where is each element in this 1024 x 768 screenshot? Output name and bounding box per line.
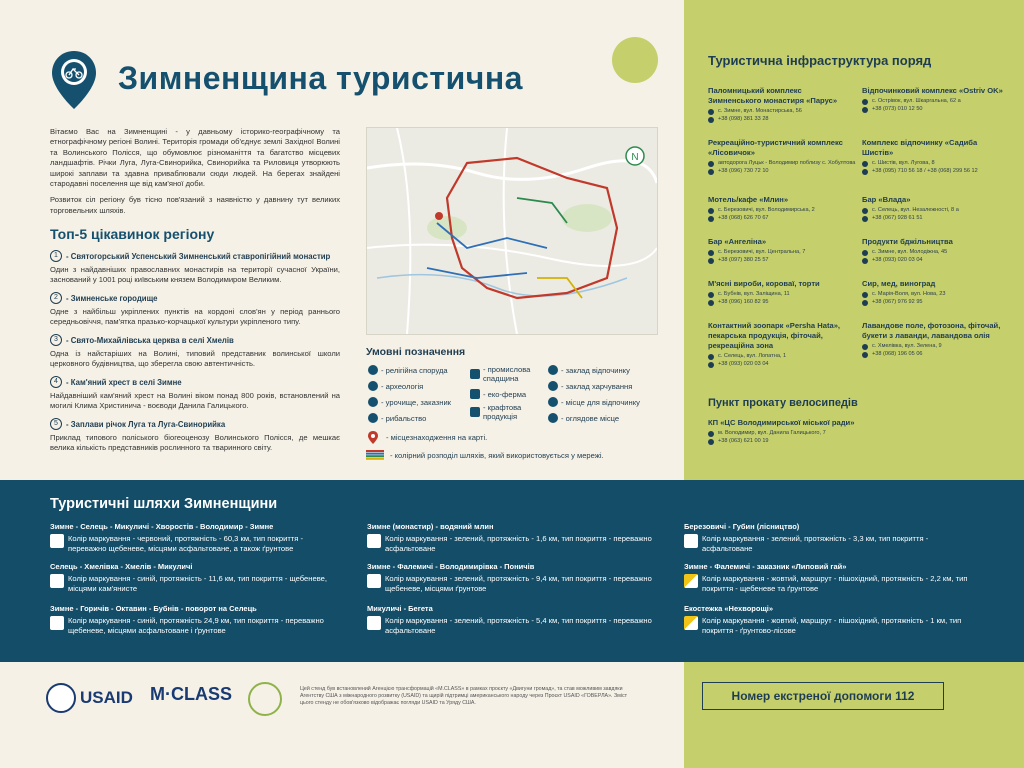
item-address: с. Зимне, вул. Молодіжна, 45 (872, 249, 948, 255)
phone-icon (708, 117, 714, 123)
map-pin-icon (708, 292, 714, 298)
route-item (367, 522, 657, 554)
item-phone: +38 (068) 626 70 67 (718, 214, 769, 221)
infrastructure-item (708, 321, 856, 368)
route-name: Селець - Хмелівка - Хмелів - Микуличі (50, 562, 193, 571)
infrastructure-item (862, 321, 1010, 358)
item-address: с. Хмелівка, вул. Зелена, 9 (872, 343, 942, 349)
rental-address: м. Володимир, вул. Данила Галицького, 7 (718, 430, 826, 436)
location-marker-icon (368, 431, 378, 444)
bicycle-icon (367, 616, 381, 630)
bench-icon (548, 397, 558, 407)
infrastructure-item (862, 279, 1010, 306)
item-name: Мотель/кафе «Млин» (708, 195, 789, 204)
footer-right (684, 662, 1024, 768)
goverla-logo (248, 682, 282, 716)
infrastructure-item (708, 86, 856, 123)
item-address: с. Бубнів, вул. Заліщина, 11 (718, 291, 790, 297)
item-address: с. Березовичі, вул. Центральна, 7 (718, 249, 806, 255)
route-name: Екостежка «Нехворощі» (684, 604, 774, 613)
church-icon (368, 365, 378, 375)
legend-item (368, 413, 426, 423)
item-number: 1 (50, 250, 62, 262)
item-name: - Кам'яний хрест в селі Зимне (66, 377, 182, 387)
viewpoint-icon (548, 413, 558, 423)
intro-paragraph: Вітаємо Вас на Зимненщині - у давньому історико-географічному та етнографічному регіоні Волині. Територія громади об'єднує землі Західної Волині та Волинського Полісся, що обумовлює різноманіття та багатство місцевих ландшафтів. Річки Луга, Луга-Свинорийка, Свинорийка та Риловиця утворюють широкі заплави та здавна приваблювали сюди людей. На берегах знайдені стародавні поселення ще від кам'яної доби. (50, 127, 340, 189)
disclaimer: Цей стенд був встановлений Агенцією трансформацій «M.CLASS» в рамках проєкту «Двигуни громад», та став можливим завдяки Агентству США з міжнародного розвитку (USAID) та щирій підтримці американського народу через Проєкт USAID «ГОВЕРЛА». Зміст цього стенду не обов'язково відображає погляди USAID та Уряду США. (300, 686, 628, 706)
phone-icon (862, 300, 868, 306)
svg-text:N: N (631, 152, 639, 163)
route-item (684, 522, 974, 554)
legend-item (548, 413, 619, 423)
route-name: Березовичі - Губин (лісництво) (684, 522, 800, 531)
legend-label: - урочище, заказник (381, 397, 452, 407)
bicycle-icon (50, 574, 64, 588)
legend-item (368, 397, 451, 407)
food-icon (548, 381, 558, 391)
item-number: 5 (50, 418, 62, 430)
item-phone: +38 (096) 730 72 10 (718, 167, 769, 174)
infrastructure-item (708, 237, 856, 264)
phone-icon (862, 169, 868, 175)
phone-icon (708, 362, 714, 368)
hiking-marker-icon (684, 574, 698, 588)
item-phone: +38 (073) 010 12 50 (872, 105, 923, 112)
rest-icon (548, 365, 558, 375)
map-pin-icon (708, 250, 714, 256)
usaid-seal-icon (46, 683, 76, 713)
item-number: 2 (50, 292, 62, 304)
phone-icon (862, 352, 868, 358)
route-item (50, 562, 340, 594)
item-description: Один з найдавніших православних монастирів на території сучасної України, заснований у 1001 році київським князем Володимиром Великим. (50, 265, 340, 284)
bicycle-icon (367, 574, 381, 588)
usaid-logo (46, 683, 133, 713)
map-pin-icon (708, 431, 714, 437)
top5-item (50, 250, 340, 285)
route-map[interactable] (366, 127, 658, 335)
item-phone: +38 (067) 928 61 51 (872, 214, 923, 221)
map-pin-icon (862, 208, 868, 214)
intro-text (50, 127, 340, 222)
route-desc: Колір маркування - зелений, протяжність - 9,4 км, тип покриття - переважно щебеневе, місцями ґрунтове (385, 574, 652, 594)
top5-title: Топ-5 цікавинок регіону (50, 226, 215, 242)
item-phone: +38 (095) 710 56 18 / +38 (068) 299 56 12 (872, 167, 978, 174)
item-name: - Зимненське городище (66, 293, 158, 303)
item-name: Лавандове поле, фотозона, фіточай, букети з лаванди, лавандова олія (862, 321, 1001, 340)
bicycle-icon (50, 616, 64, 630)
infrastructure-item (708, 195, 856, 222)
legend-label: - рибальство (381, 413, 427, 423)
item-name: Відпочинковий комплекс «Ostriv OK» (862, 86, 1003, 95)
item-address: с. Шистів, вул. Луговa, 8 (872, 160, 935, 166)
legend-colors (366, 450, 604, 460)
route-item (684, 604, 974, 636)
legend-item (548, 397, 640, 407)
route-item (367, 562, 657, 594)
legend-label: - місце для відпочинку (561, 397, 640, 407)
legend-label: - крафтова продукція (483, 403, 522, 421)
item-address: с. Березовичі, вул. Володимирська, 2 (718, 207, 815, 213)
item-address: автодорога Луцьк - Володимир поблизу с. Хобултова (718, 160, 856, 166)
phone-icon (862, 258, 868, 264)
map-pin-icon (862, 250, 868, 256)
legend-item (470, 365, 550, 383)
route-item (50, 522, 340, 554)
phone-icon (708, 216, 714, 222)
legend-location (368, 431, 487, 444)
factory-icon (470, 369, 480, 379)
rental-name: КП «ЦС Володимирської міської ради» (708, 418, 855, 427)
item-address: с. Селець, вул. Лопатна, 1 (718, 353, 787, 359)
item-number: 4 (50, 376, 62, 388)
legend-label: - заклад харчування (561, 381, 633, 391)
hiking-marker-icon (684, 616, 698, 630)
emergency-number: Номер екстреної допомоги 112 (702, 682, 944, 710)
map-pin-icon (862, 161, 868, 167)
phone-icon (708, 300, 714, 306)
route-item (684, 562, 974, 594)
route-item (367, 604, 657, 636)
item-phone: +38 (093) 020 03 04 (718, 360, 769, 367)
bicycle-icon (50, 534, 64, 548)
top5-item (50, 418, 340, 453)
routes-section (0, 480, 1024, 662)
route-desc: Колір маркування - червоний, протяжність - 60,3 км, тип покриття - переважно щебеневе, місцями асфальтоване, а також ґрунтове (68, 534, 304, 554)
archaeology-icon (368, 381, 378, 391)
phone-icon (708, 169, 714, 175)
item-name: М'ясні вироби, короваї, торти (708, 279, 820, 288)
item-address: с. Марія-Воля, вул. Нова, 23 (872, 291, 946, 297)
item-address: с. Селець, вул. Незалежності, 8 а (872, 207, 959, 213)
map-pin-icon (708, 161, 714, 167)
item-description: Приклад типового поліського біогеоценозу Волинського Полісся, де мешкає велика кількість представників рослинного та тваринного світу. (50, 433, 340, 452)
phone-icon (708, 439, 714, 445)
legend-label: - релігійна споруда (381, 365, 448, 375)
route-desc: Колір маркування - зелений, протяжність - 3,3 км, тип покриття - асфальтоване (702, 534, 929, 554)
item-number: 3 (50, 334, 62, 346)
mclass-logo: M·CLASS (150, 684, 232, 704)
item-address: с. Зимне, вул. Монастирська, 56 (718, 108, 802, 114)
item-address: с. Острівок, вул. Шкаргальна, 62 а (872, 98, 961, 104)
route-desc: Колір маркування - синій, протяжність 24,9 км, тип покриття - переважно щебеневе, місцями асфальтоване і ґрунтове (68, 616, 324, 636)
item-name: Рекреаційно-туристичний комплекс «Лісовичок» (708, 138, 843, 157)
decorative-circle (612, 37, 658, 83)
item-phone: +38 (067) 976 92 95 (872, 298, 923, 305)
top5-item (50, 334, 340, 369)
item-phone: +38 (093) 020 03 04 (872, 256, 923, 263)
item-phone: +38 (097) 380 25 57 (718, 256, 769, 263)
phone-icon (708, 258, 714, 264)
route-name: Зимне - Фалемичі - заказник «Липовий гай» (684, 562, 847, 571)
infrastructure-item (862, 195, 1010, 222)
route-name: Микуличі - Бегета (367, 604, 433, 613)
item-name: Комплекс відпочинку «Садиба Шистів» (862, 138, 978, 157)
infrastructure-item (862, 86, 1010, 113)
infrastructure-item (862, 138, 1010, 175)
legend-item (470, 389, 526, 399)
craft-icon (470, 407, 480, 417)
item-name: Бар «Влада» (862, 195, 911, 204)
fish-icon (368, 413, 378, 423)
legend-item (470, 403, 540, 421)
route-desc: Колір маркування - зелений, протяжність - 5,4 км, тип покриття - переважно асфальтоване (385, 616, 652, 636)
routes-title: Туристичні шляхи Зимненщини (50, 496, 278, 512)
phone-icon (862, 216, 868, 222)
item-name: Контактний зоопарк «Persha Hata», пекарська продукція, фіточай, рекреаційна зона (708, 321, 841, 350)
route-desc: Колір маркування - жовтий, маршрут - пішохідний, протяжність - 2,2 км, тип покриття - щебеневе та ґрунтове (702, 574, 968, 594)
intro-paragraph: Розвиток сіл регіону був тісно пов'язаний з наявністю у давнину тут великих торговельних шляхів. (50, 195, 340, 215)
item-name: Сир, мед, виноград (862, 279, 936, 288)
legend-label: - оглядове місце (561, 413, 620, 423)
route-name: Зимне - Селець - Микуличі - Хворостів - Володимир - Зимне (50, 522, 274, 531)
route-item (50, 604, 340, 636)
legend-item (368, 365, 448, 375)
farm-icon (470, 389, 480, 399)
item-phone: +38 (096) 160 82 95 (718, 298, 769, 305)
location-pin-icon (50, 49, 98, 111)
item-name: Паломницький комплекс Зимненського монастиря «Парус» (708, 86, 838, 105)
page-title: Зимненщина туристична (118, 60, 523, 96)
legend-label: - промислова спадщина (483, 365, 531, 383)
infrastructure-item (708, 138, 856, 175)
route-name: Зимне (монастир) - водяний млин (367, 522, 494, 531)
legend-item (368, 381, 423, 391)
route-colors-icon (366, 450, 384, 460)
bicycle-icon (367, 534, 381, 548)
rental-item (708, 418, 908, 445)
top5-item (50, 292, 340, 327)
item-name: - Свято-Михайлівська церква в селі Хмелів (66, 335, 234, 345)
route-desc: Колір маркування - синій, протяжність - 11,6 км, тип покриття - щебеневе, місцями кам'янисте (68, 574, 327, 594)
legend-title: Умовні позначення (366, 346, 466, 358)
map-pin-icon (708, 109, 714, 115)
route-name: Зимне - Фалемичі - Володимирівка - Поничів (367, 562, 535, 571)
legend-label: - колірний розподіл шляхів, який використовується у мережі. (390, 450, 604, 460)
map-drawing (367, 128, 657, 334)
rental-phone: +38 (063) 621 00 19 (718, 437, 769, 444)
map-pin-icon (708, 354, 714, 360)
item-name: - Заплави річок Луга та Луга-Свинорийка (66, 419, 226, 429)
infrastructure-title: Туристична інфраструктура поряд (708, 53, 932, 68)
item-name: - Святогорський Успенський Зимненський ставропігійний монастир (66, 251, 331, 261)
rental-title: Пункт прокату велосипедів (708, 397, 858, 409)
map-pin-icon (862, 99, 868, 105)
item-description: Найдавніший кам'яний хрест на Волині віком понад 800 років, встановлений на могилі Клима Христинича - воєводи Данила Галицького. (50, 391, 340, 410)
phone-icon (862, 107, 868, 113)
infrastructure-item (862, 237, 1010, 264)
map-pin-icon (862, 344, 868, 350)
legend-label: - заклад відпочинку (561, 365, 630, 375)
route-name: Зимне - Горичів - Октавин - Бубнів - поворот на Селець (50, 604, 257, 613)
usaid-text: USAID (80, 688, 133, 707)
item-name: Бар «Ангеліна» (708, 237, 767, 246)
item-name: Продукти бджільництва (862, 237, 953, 246)
legend-label: - еко-ферма (483, 389, 527, 399)
map-pin-icon (862, 292, 868, 298)
route-desc: Колір маркування - зелений, протяжність - 1,6 км, тип покриття - переважно асфальтоване (385, 534, 652, 554)
map-pin-icon (708, 208, 714, 214)
top5-list (50, 250, 340, 460)
legend-label: - археологія (381, 381, 424, 391)
item-phone: +38 (098) 381 33 28 (718, 115, 769, 122)
item-phone: +38 (068) 196 05 06 (872, 350, 923, 357)
infrastructure-item (708, 279, 856, 306)
item-description: Одна із найстаріших на Волині, типовий представник волинської школи церковного будівництва, що зберегла свою автентичність. (50, 349, 340, 368)
top5-item (50, 376, 340, 411)
legend-label: - місцезнаходження на карті. (386, 433, 488, 442)
bicycle-icon (684, 534, 698, 548)
item-description: Одне з найбільш укріплених пунктів на кордоні слов'ян у період раннього середньовіччя, пам'ятка празько-корчацької культури укріпленого типу. (50, 307, 340, 326)
legend-item (548, 381, 632, 391)
legend-item (548, 365, 630, 375)
tree-icon (368, 397, 378, 407)
route-desc: Колір маркування - жовтий, маршрут - пішохідний, протяжність - 1 км, тип покриття - ґрунтово-лісове (702, 616, 962, 636)
